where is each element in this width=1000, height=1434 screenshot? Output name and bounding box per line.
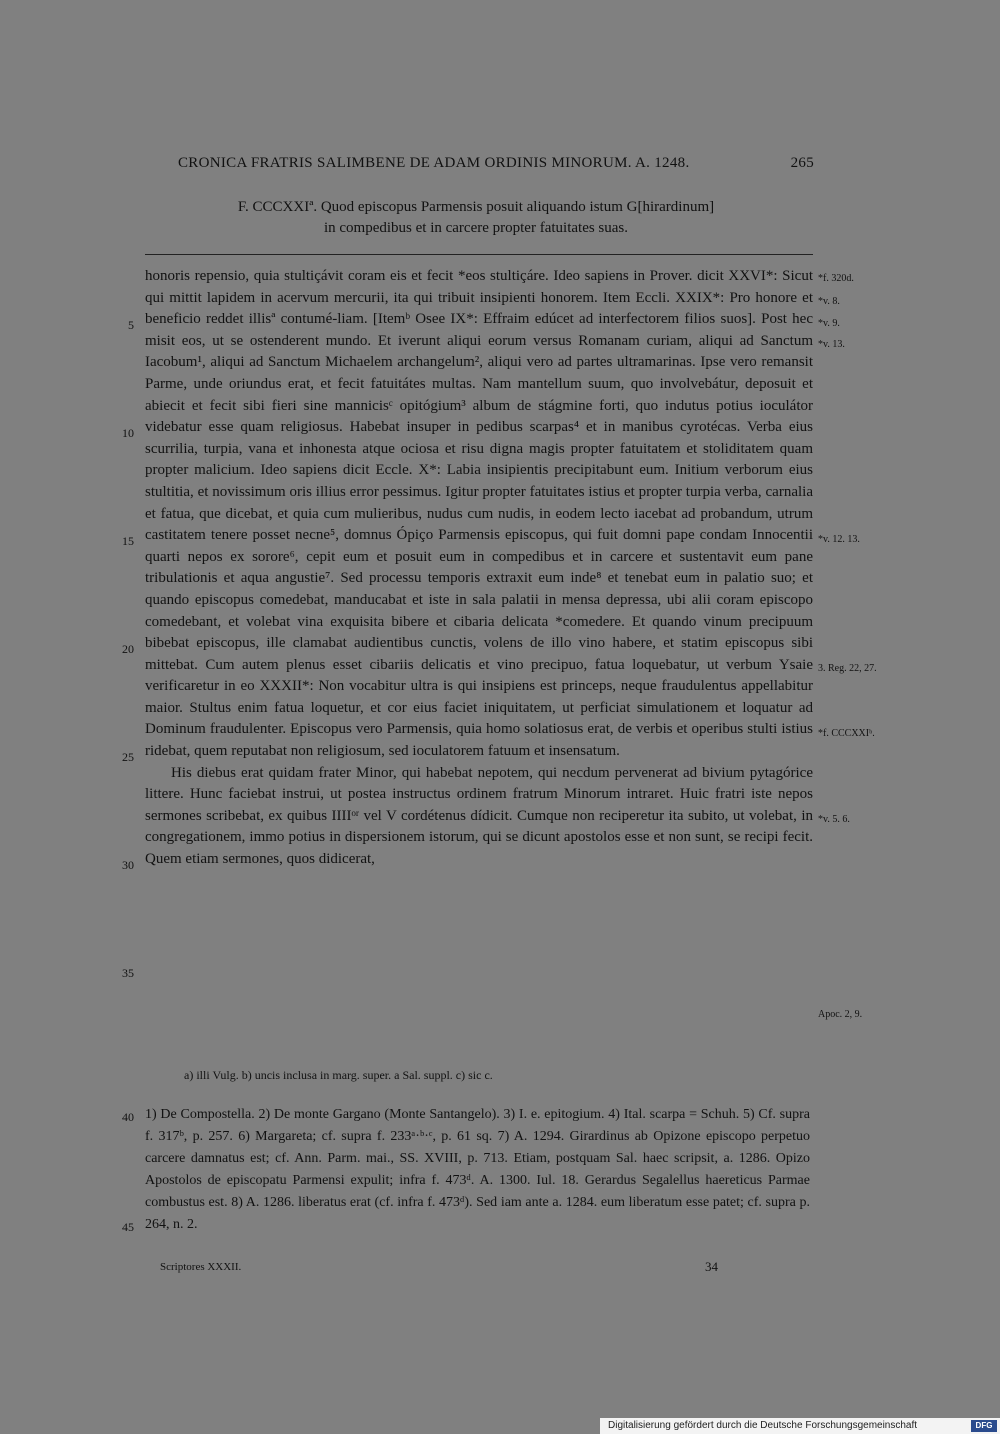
section-title	[140, 197, 812, 239]
footnote-block: 1) De Compostella. 2) De monte Gargano (Monte Santangelo). 3) I. e. epitogium. 4) Ital. scarpa = Schuh. 5) Cf. supra f. 317ᵇ, p. 257. 6) Margareta; cf. supra f. 233ᵃ·ᵇ·ᶜ, p. 61 sq. 7) A. 1294. Girardinus ab Opizone episcopo perpetuo carcere damnatus est; cf. Ann. Parm. mai., SS. XVIII, p. 713. Etiam, postquam Sal. haec scripsit, a. 1286. Opizo Apostolos de episcopatu Parmensi expulit; infra f. 473ᵈ. A. 1300. Iul. 18. Gerardus Segalellus haereticus Parmae combustus est. 8) A. 1286. liberatus erat (cf. infra f. 473ᵈ). Sed iam ante a. 1284. eum liberatum esse patet; cf. supra p. 264, n. 2.	[145, 1107, 810, 1232]
footnotes	[145, 1104, 810, 1236]
margin-note: *v. 13.	[818, 339, 845, 350]
section-title-line-2: in compedibus et in carcere propter fatuitates suas.	[323, 220, 629, 236]
margin-note: Apoc. 2, 9.	[818, 1009, 863, 1020]
main-text	[145, 266, 813, 871]
margin-note: *v. 12. 13.	[818, 534, 860, 545]
page-number: 265	[790, 155, 814, 171]
textual-notes: a) illi Vulg. b) uncis inclusa in marg. super. a Sal. suppl. c) sic c.	[184, 1068, 493, 1082]
signature-mark: 34	[705, 1259, 718, 1274]
line-number: 10	[122, 426, 134, 440]
margin-note: *v. 9.	[818, 318, 840, 329]
running-title: CRONICA FRATRIS SALIMBENE DE ADAM ORDINIS MINORUM. A. 1248.	[178, 155, 690, 171]
margin-note: *v. 8.	[818, 296, 840, 307]
section-rule	[145, 254, 813, 255]
section-title-line-1: F. CCCXXIª. Quod episcopus Parmensis posuit aliquando istum G[hirardinum]	[237, 199, 715, 215]
margin-note: 3. Reg. 22, 27.	[818, 663, 877, 674]
line-number: 40	[122, 1110, 134, 1124]
margin-note: *f. 320d.	[818, 273, 854, 284]
line-number: 35	[122, 966, 134, 980]
line-number: 20	[122, 642, 134, 656]
dfg-logo-icon: DFG	[971, 1420, 997, 1432]
line-number: 30	[122, 858, 134, 872]
line-number: 45	[122, 1220, 134, 1234]
line-number: 25	[122, 750, 134, 764]
credit-text: Digitalisierung gefördert durch die Deutsche Forschungsgemeinschaft	[608, 1420, 918, 1431]
margin-note: *v. 5. 6.	[818, 814, 850, 825]
line-number: 5	[128, 318, 134, 332]
collection-label: Scriptores XXXII.	[160, 1261, 242, 1273]
credit-bar	[600, 1418, 1000, 1434]
margin-note: *f. CCCXXIᵇ.	[818, 728, 875, 739]
paragraph-1: honoris repensio, quia stultiçávit coram eis et fecit *eos stultiçáre. Ideo sapiens in Prover. dicit XXVI*: Sicut qui mittit lapidem in acervum mercurii, ita qui tribuit insipienti honorem. Item Eccli. XXIX*: Pro honore et beneficio reddet illisª contumé-liam. [Itemᵇ Osee IX*: Effraim edúcet ad interfectorem filios suos]. Post hec misit eos, ut se ostenderent mundo. Et iverunt aliqui eorum versus Romanam curiam, aliqui ad Sanctum Iacobum¹, aliqui ad Sanctum Michaelem archangelum², aliqui vero ad partes ultramarinas. Ipse vero remansit Parme, unde oriundus erat, et fecit fatuitátes multas. Nam mantellum suum, quo involvebátur, deposuit et abiecit et fecit sibi fieri sine mannicisᶜ opitógium³ album de stágmine forti, quo indutus potius ioculátor videbatur esse quam religiosus. Habebat insuper in pedibus scarpas⁴ et in manibus cyrotécas. Verba eius scurrilia, turpia, vana et inhonesta atque ociosa et risu digna magis propter fatuitatem et stoliditatem quam propter malicium. Ideo sapiens dicit Eccle. X*: Labia insipientis precipitabunt eum. Initium verborum eius stultitia, et novissimum oris illius error pessimus. Igitur propter fatuitates istius et propter turpia verba, carnalia et fatua, que dicebat, et quia cum mulieribus, nudus cum nudis, in eodem lecto iacebat ad probandum, utrum castitatem tenere posset necne⁵, domnus Ópiço Parmensis episcopus, qui fuit domni pape condam Innocentii quarti nepos ex sorore⁶, cepit eum et posuit eum in compedibus et in carcere et sustentavit eum pane tribulationis et aqua angustie⁷. Sed processu temporis extraxit eum inde⁸ et tenebat eum in palatio suo; et quando episcopus comedebat, manducabat et iste in sala palatii in mensa depressa, ubi alii coram episcopo comedebant, et volebat vina exquisita bibere et cibaria delicata *comedere. Et quando vinum precipuum bibebat episcopus, ille clamabat audientibus cunctis, volens de illo vino habere, et statim episcopus sibi mittebat. Cum autem plenus esset cibariis delicatis et vino precipuo, fatua loquebatur, ut verbum Ysaie verificaretur in eo XXXII*: Non vocabitur ultra is qui insipiens est princeps, neque fraudulentus appellabitur maior. Stultus enim fatua loquetur, et cor eius faciet iniquitatem, ut perficiat simulationem et loquatur ad Dominum fraudulenter. Episcopus vero Parmensis, quia homo solatiosus erat, de verbis et operibus stulti istius ridebat, quem reputabat non religiosum, sed ioculatorem fatuum et insensatum.	[145, 268, 813, 760]
line-number: 15	[122, 534, 134, 548]
paragraph-2: His diebus erat quidam frater Minor, qui habebat nepotem, qui necdum pervenerat ad bivium pytagórice littere. Hunc faciebat instrui, ut postea instructus ordinem fratrum Minorum intraret. Huic fratri iste nepos sermones scribebat, ex quibus IIIIᵒʳ vel V cordétenus dídicit. Cumque non reciperetur ita subito, ut volebat, in congregationem, immo potius in dispersionem istorum, qui se dicunt apostolos esse et non sunt, se recipi fecit. Quem etiam sermones, quos didicerat,	[145, 764, 813, 868]
